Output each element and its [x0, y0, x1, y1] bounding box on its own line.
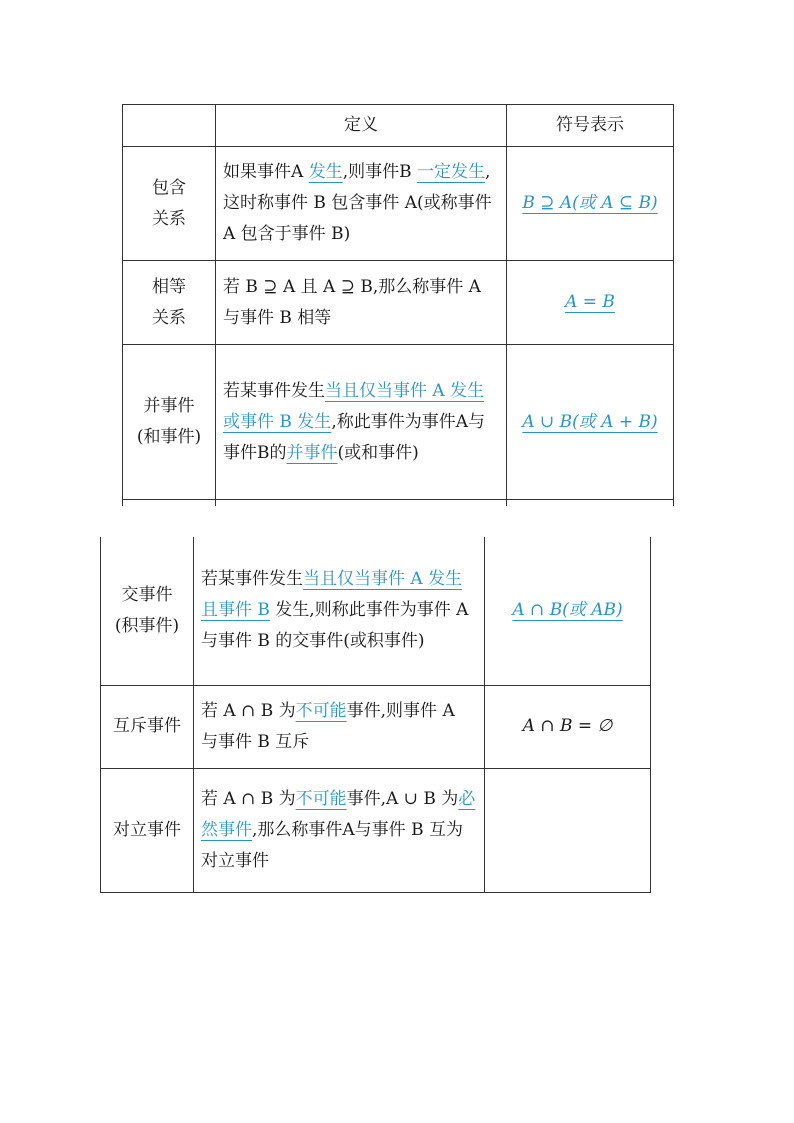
definition-text: ,那么称事件A与事件 B 互为对立事件: [201, 819, 463, 871]
relation-definition: [216, 345, 507, 500]
table-row: [101, 685, 651, 768]
relation-name-line: 并事件: [143, 396, 195, 416]
relation-name-line: 相等: [152, 276, 186, 297]
header-definition: 定义: [216, 105, 507, 147]
relation-name: [123, 345, 216, 500]
relation-symbol: [507, 147, 674, 261]
table-row: [101, 768, 651, 892]
symbol-notation: A ∪ B(或 A + B): [522, 411, 658, 432]
relation-symbol: [507, 345, 674, 500]
relation-symbol: [485, 537, 651, 685]
relation-name: [123, 261, 216, 345]
relation-name-line: (积事件): [114, 615, 180, 636]
header-name-cell: [123, 105, 216, 147]
highlighted-answer: 发生: [451, 162, 485, 182]
table-row: [101, 537, 651, 685]
highlighted-answer: 必然事件: [201, 788, 476, 840]
table-row: [123, 147, 674, 261]
relation-name-line: 包含: [152, 177, 186, 198]
definition-text: 如果事件A: [223, 162, 309, 182]
relation-definition: [216, 147, 507, 261]
relation-name-line: (和事件): [136, 427, 202, 447]
events-table-part-2: [100, 537, 651, 893]
continuation-cell: [216, 500, 507, 506]
symbol-notation: A = B: [565, 292, 615, 312]
definition-text: 事件,则事件 A 与事件 B 互斥: [201, 700, 455, 752]
highlighted-answer: 当且仅当事件 A 发生且事件 B: [201, 569, 463, 621]
header-symbol: 符号表示: [507, 105, 674, 147]
relation-symbol: [485, 768, 651, 892]
relation-name: [123, 147, 216, 261]
definition-text: ,这时称事件 B 包含事件 A(或称事件A 包含于事件 B): [223, 162, 492, 244]
table-row-continuation: [123, 500, 674, 506]
definition-text: 若某事件发生: [223, 380, 325, 401]
highlighted-answer: 并事件: [286, 442, 338, 463]
highlighted-answer: 发生: [308, 162, 343, 182]
highlighted-answer: 不可能: [295, 788, 347, 809]
symbol-notation: A ∩ B = ∅: [522, 716, 613, 736]
events-table-part-1: [122, 104, 674, 506]
definition-text: 若某事件发生: [201, 569, 303, 590]
definition-text: 若 B ⊇ A 且 A ⊇ B,那么称事件 A 与事件 B 相等: [223, 276, 481, 328]
symbol-notation: A ∩ B(或 AB): [512, 600, 623, 621]
relation-symbol: [485, 685, 651, 768]
relation-name: [101, 537, 194, 685]
continuation-cell: [507, 500, 674, 506]
relation-name-line: 互斥事件: [113, 716, 181, 736]
table-row: [123, 261, 674, 345]
relation-definition: [194, 685, 485, 768]
relation-name-line: 关系: [152, 208, 186, 229]
definition-text: ,称此事件为事件A与事件B的: [223, 411, 485, 463]
relation-definition: [194, 768, 485, 892]
definition-text: 若 A ∩ B 为: [201, 788, 296, 809]
header-row: [123, 105, 674, 147]
definition-text: 若 A ∩ B 为: [201, 700, 296, 721]
symbol-notation: B ⊇ A(或 A ⊆ B): [522, 193, 658, 213]
relation-name-line: 对立事件: [113, 819, 181, 840]
highlighted-answer: 一定: [417, 162, 451, 182]
continuation-cell: [123, 500, 216, 506]
definition-text: 发生,则称此事件为事件 A 与事件 B 的交事件(或积事件): [201, 600, 469, 652]
relation-name-line: 关系: [152, 307, 186, 328]
highlighted-answer: 不可能: [295, 700, 347, 721]
highlighted-answer: 当且仅当事件 A 发生或事件 B 发生: [223, 380, 485, 432]
table-row: [123, 345, 674, 500]
relation-symbol: [507, 261, 674, 345]
relation-name: [101, 685, 194, 768]
definition-text: (或和事件): [337, 442, 419, 463]
definition-text: ,则事件B: [342, 162, 417, 182]
relation-name: [101, 768, 194, 892]
relation-name-line: 交事件: [121, 584, 173, 605]
relation-definition: [194, 537, 485, 685]
definition-text: 事件,A ∪ B 为: [346, 788, 459, 809]
relation-definition: [216, 261, 507, 345]
